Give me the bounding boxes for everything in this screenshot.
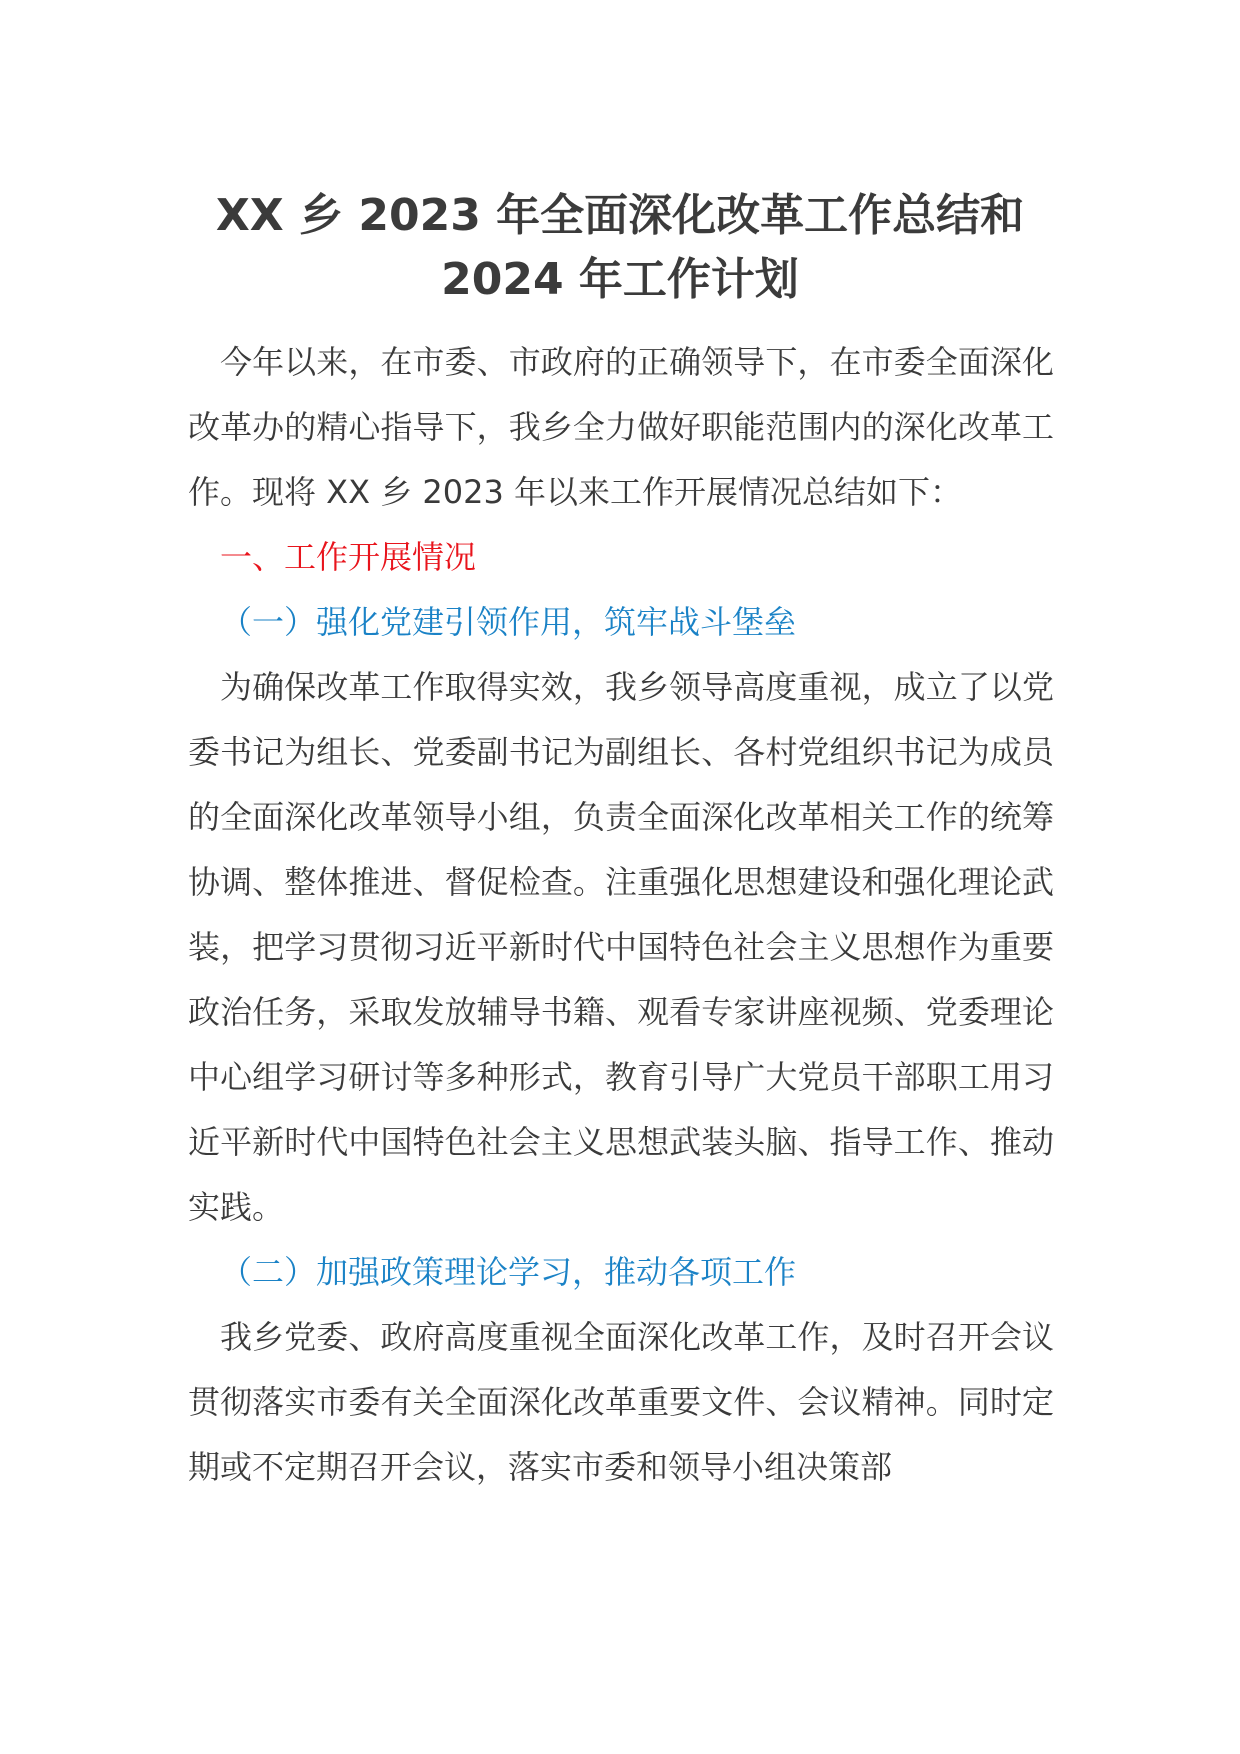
subsection-1-paragraph: 为确保改革工作取得实效，我乡领导高度重视，成立了以党委书记为组长、党委副书记为副组长、各村党组织书记为成员的全面深化改革领导小组，负责全面深化改革相关工作的统筹协调、整体推进、督促检查。注重强化思想建设和强化理论武装，把学习贯彻习近平新时代中国特色社会主义思想作为重要政治任务，采取发放辅导书籍、观看专家讲座视频、党委理论中心组学习研讨等多种形式，教育引导广大党员干部职工用习近平新时代中国特色社会主义思想武装头脑、指导工作、推动实践。: [188, 668, 1054, 1226]
title-line-2: 2024 年工作计划: [441, 254, 799, 305]
document-title: [150, 184, 1090, 312]
title-line-1: XX 乡 2023 年全面深化改革工作总结和: [215, 190, 1025, 241]
subsection-heading-1: （一）强化党建引领作用，筑牢战斗堡垒: [220, 603, 797, 641]
intro-paragraph: 今年以来，在市委、市政府的正确领导下，在市委全面深化改革办的精心指导下，我乡全力做好职能范围内的深化改革工作。现将 XX 乡 2023 年以来工作开展情况总结如下：: [188, 343, 1054, 511]
subsection-heading-2: （二）加强政策理论学习，推动各项工作: [220, 1253, 797, 1291]
section-heading-1: 一、工作开展情况: [220, 538, 477, 576]
subsection-2-paragraph: 我乡党委、政府高度重视全面深化改革工作，及时召开会议贯彻落实市委有关全面深化改革重要文件、会议精神。同时定期或不定期召开会议，落实市委和领导小组决策部: [188, 1318, 1054, 1486]
document-body: [188, 330, 1054, 1500]
